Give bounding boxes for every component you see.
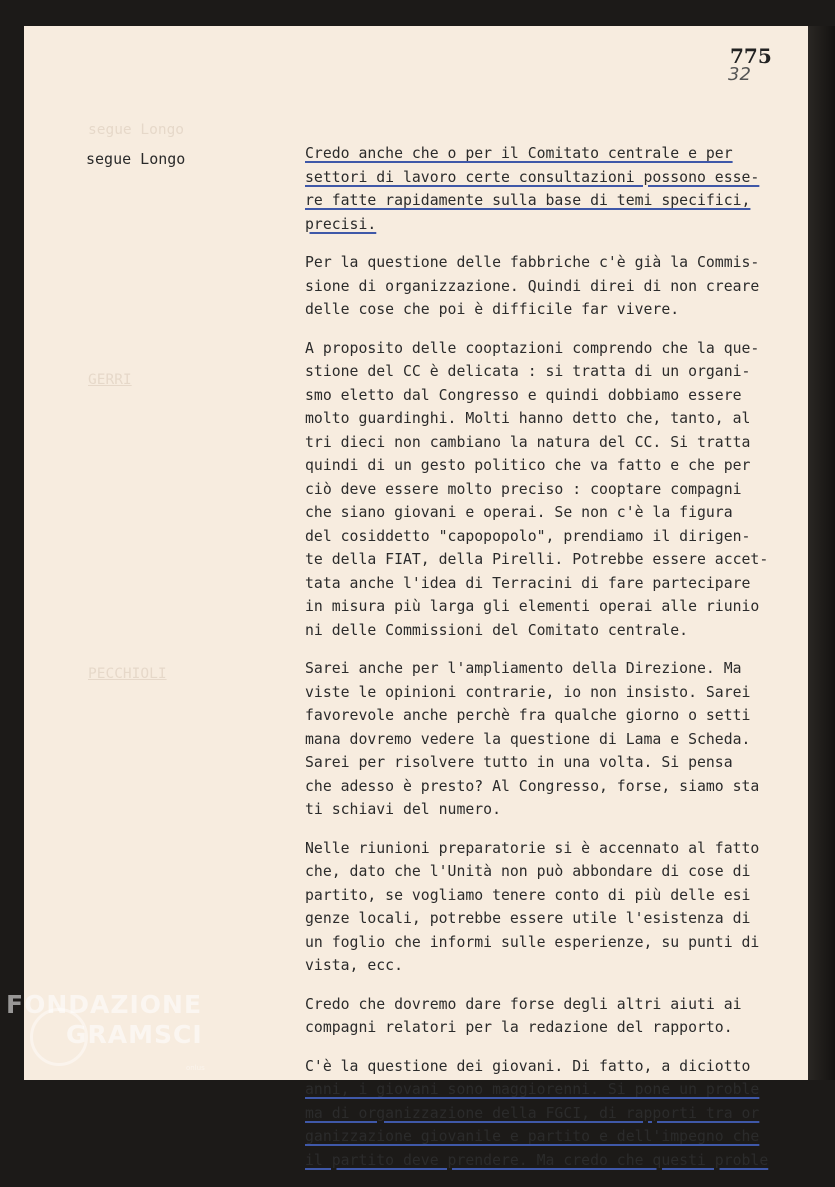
text-line: che adesso è presto? Al Congresso, forse, siamo sta	[305, 777, 760, 795]
text-line: delle cose che poi è difficile far vivere.	[305, 301, 680, 318]
text-line: Credo che dovremo dare forse degli altri aiuti ai	[305, 995, 742, 1013]
watermark	[6, 990, 203, 1050]
text-line: viste le opinioni contrarie, io non insisto. Sarei	[305, 683, 751, 701]
text-line: ciò deve essere molto preciso : cooptare compagni	[305, 480, 742, 498]
text-line: ma di organizzazione della FGCI, di rapporti tra or	[305, 1104, 760, 1122]
text-line: ganizzazione giovanile e partito e dell'impegno che	[305, 1128, 760, 1145]
text-line: ti schiavi del numero.	[305, 801, 501, 818]
speaker-label: segue Longo	[86, 150, 186, 168]
text-line: Sarei per risolvere tutto in una volta. Si pensa	[305, 754, 733, 771]
paragraph	[305, 837, 795, 978]
text-line: precisi.	[305, 215, 377, 233]
text-line: C'è la questione dei giovani. Di fatto, a diciotto	[305, 1057, 751, 1075]
text-line: quindi di un gesto politico che va fatto e che per	[305, 457, 751, 474]
text-line: che siano giovani e operai. Se non c'è la figura	[305, 504, 733, 521]
watermark-line: GRAMSCI	[66, 1020, 203, 1049]
text-line: Sarei anche per l'ampliamento della Direzione. Ma	[305, 660, 742, 677]
text-line: genze locali, potrebbe essere utile l'esistenza di	[305, 910, 751, 927]
text-line: stione del CC è delicata : si tratta di un organi-	[305, 363, 751, 380]
text-line: te della FIAT, della Pirelli. Potrebbe essere accet-	[305, 551, 769, 568]
text-line: Per la questione delle fabbriche c'è già la Commis-	[305, 254, 760, 271]
watermark-line: FONDAZIONE	[6, 990, 203, 1019]
text-line: che, dato che l'Unità non può abbondare di cose di	[305, 863, 751, 880]
bleed-through-text: PECCHIOLI	[88, 666, 167, 682]
text-line: sione di organizzazione. Quindi direi di non creare	[305, 277, 760, 295]
text-line: un foglio che informi sulle esperienze, su punti di	[305, 933, 760, 951]
handwritten-page-number: 32	[728, 64, 751, 85]
paragraph	[305, 142, 795, 236]
transcript-body	[305, 142, 795, 1187]
text-line: compagni relatori per la redazione del rapporto.	[305, 1019, 733, 1036]
text-line: Nelle riunioni preparatorie si è accennato al fatto	[305, 839, 760, 857]
text-line: partito, se vogliamo tenere conto di più delle esi	[305, 886, 751, 904]
text-line: tata anche l'idea di Terracini di fare partecipare	[305, 574, 751, 592]
text-line: molto guardinghi. Molti hanno detto che, tanto, al	[305, 410, 751, 427]
text-line: in misura più larga gli elementi operai alle riunio	[305, 598, 760, 615]
text-line: anni, i giovani sono maggiorenni. Si pone un proble	[305, 1081, 760, 1098]
text-line: ni delle Commissioni del Comitato centrale.	[305, 621, 689, 639]
paragraph	[305, 1055, 795, 1173]
text-line: re fatte rapidamente sulla base di temi specifici,	[305, 192, 751, 209]
text-line: favorevole anche perchè fra qualche giorno o setti	[305, 707, 751, 724]
paragraph	[305, 657, 795, 822]
paragraph	[305, 251, 795, 322]
text-line: del cosiddetto "capopopolo", prendiamo il dirigen-	[305, 527, 751, 545]
text-line: smo eletto dal Congresso e quindi dobbiamo essere	[305, 386, 742, 404]
page-number: 775	[730, 44, 772, 68]
paragraph	[305, 993, 795, 1040]
text-line: mana dovremo vedere la questione di Lama e Scheda.	[305, 730, 751, 748]
text-line: vista, ecc.	[305, 957, 403, 974]
bleed-through-text: GERRI	[88, 372, 132, 388]
page-edge-shadow	[808, 26, 835, 1080]
text-line: Credo anche che o per il Comitato centrale e per	[305, 145, 733, 162]
paragraph	[305, 337, 795, 643]
text-line: A proposito delle cooptazioni comprendo che la que-	[305, 339, 760, 357]
watermark-small: onlus	[186, 1064, 205, 1072]
bleed-through-text: segue Longo	[88, 122, 185, 138]
text-line: tri dieci non cambiano la natura del CC. Si tratta	[305, 433, 751, 451]
text-line: il partito deve prendere. Ma credo che questi proble	[305, 1151, 769, 1169]
text-line: settori di lavoro certe consultazioni possono esse-	[305, 168, 760, 186]
